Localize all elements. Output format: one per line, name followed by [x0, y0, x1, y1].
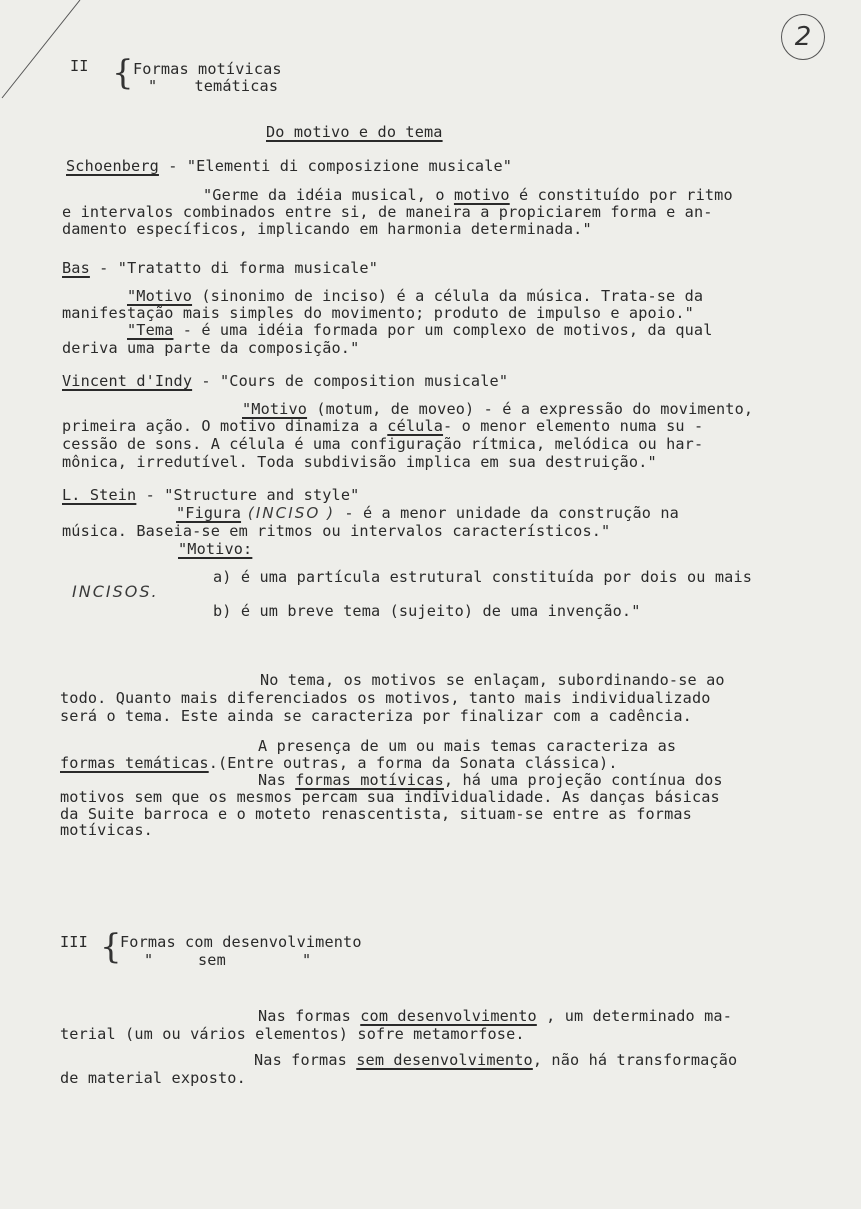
text-line: Nas formas motívicas, há uma projeção contínua dos [258, 771, 723, 789]
section-heading-line: " [144, 951, 154, 969]
page-title: Do motivo e do tema [266, 123, 443, 141]
section-heading-line: Formas motívicas [133, 60, 282, 78]
term: formas temáticas [60, 754, 209, 772]
author-name: Vincent d'Indy [62, 372, 193, 390]
term: "Motivo [127, 287, 193, 305]
text-line: terial (um ou vários elementos) sofre metamorfose. [60, 1025, 525, 1043]
section-numeral: III [60, 933, 88, 951]
text-line: cessão de sons. A célula é uma configuração rítmica, melódica ou har- [62, 435, 704, 453]
term: motivo [453, 186, 510, 204]
page-number: 2 [781, 14, 825, 60]
author-name: L. Stein [62, 486, 137, 504]
term: com desenvolvimento [360, 1007, 537, 1025]
work-title: - "Cours de composition musicale" [192, 372, 509, 390]
section-numeral: II [70, 57, 89, 75]
term: célula [387, 417, 444, 435]
text-line: "Figura (INCISO ) - é a menor unidade da construção na [176, 504, 679, 522]
text-line: "Tema - é uma idéia formada por um complexo de motivos, da qual [127, 321, 713, 339]
text-line: manifestação mais simples do movimento; produto de impulso e apoio." [62, 304, 694, 322]
citation-heading [62, 260, 378, 277]
text-line: "Germe da idéia musical, o motivo é constituído por ritmo [203, 186, 733, 204]
text-line: mônica, irredutível. Toda subdivisão implica em sua destruição." [62, 453, 657, 471]
term: "Figura [176, 504, 242, 522]
brace-icon: { [112, 53, 134, 93]
section-heading-line: Formas com desenvolvimento [120, 933, 362, 951]
term: "Motivo: [178, 540, 253, 558]
text-line: da Suite barroca e o moteto renascentista, situam-se entre as formas [60, 805, 692, 823]
work-title: - "Structure and style" [136, 486, 360, 504]
section-heading-line: sem [198, 951, 226, 969]
text-line: A presença de um ou mais temas caracteriza as [258, 737, 677, 755]
work-title: - "Tratatto di forma musicale" [89, 259, 378, 277]
text-line: "Motivo (sinonimo de inciso) é a célula da música. Trata-se da [127, 287, 704, 305]
text-line: motivos sem que os mesmos percam sua individualidade. As danças básicas [60, 788, 720, 806]
handwritten-margin-note: INCISOS. [72, 582, 159, 601]
author-name: Schoenberg [66, 157, 159, 175]
citation-heading [62, 373, 508, 390]
citation-heading [62, 487, 359, 504]
text-line: e intervalos combinados entre si, de maneira a propiciarem forma e an- [62, 203, 713, 221]
text-line [178, 541, 252, 558]
section-heading-line: " temáticas [148, 77, 279, 95]
text-line: todo. Quanto mais diferenciados os motivos, tanto mais individualizado [60, 689, 711, 707]
term: "Tema [127, 321, 174, 339]
text-line: damento específicos, implicando em harmonia determinada." [62, 220, 592, 238]
text-line: motívicas. [60, 821, 153, 839]
corner-pencil-mark [0, 0, 90, 100]
term: "Motivo [242, 400, 308, 418]
text-line: No tema, os motivos se enlaçam, subordinando-se ao [260, 671, 725, 689]
section-heading-line: " [302, 951, 312, 969]
work-title: - "Elementi di composizione musicale" [158, 157, 513, 175]
citation-heading [66, 158, 512, 175]
term: formas motívicas [295, 771, 444, 789]
list-item: b) é um breve tema (sujeito) de uma invenção." [213, 602, 641, 620]
text-line: formas temáticas.(Entre outras, a forma da Sonata clássica). [60, 754, 618, 772]
text-line: música. Baseia-se em ritmos ou intervalos característicos." [62, 522, 611, 540]
author-name: Bas [62, 259, 90, 277]
handwritten-note: (INCISO ) [241, 504, 336, 522]
term: sem desenvolvimento [356, 1051, 533, 1069]
text-line: será o tema. Este ainda se caracteriza por finalizar com a cadência. [60, 707, 692, 725]
list-item: a) é uma partícula estrutural constituída por dois ou mais [213, 568, 753, 586]
text-line: Nas formas sem desenvolvimento, não há transformação [254, 1051, 738, 1069]
brace-icon: { [100, 927, 122, 967]
text-line: de material exposto. [60, 1069, 246, 1087]
text-line: primeira ação. O motivo dinamiza a célula- o menor elemento numa su - [62, 417, 704, 435]
text-line: "Motivo (motum, de moveo) - é a expressão do movimento, [242, 400, 754, 418]
text-line: Nas formas com desenvolvimento , um determinado ma- [258, 1007, 732, 1025]
text-line: deriva uma parte da composição." [62, 339, 360, 357]
